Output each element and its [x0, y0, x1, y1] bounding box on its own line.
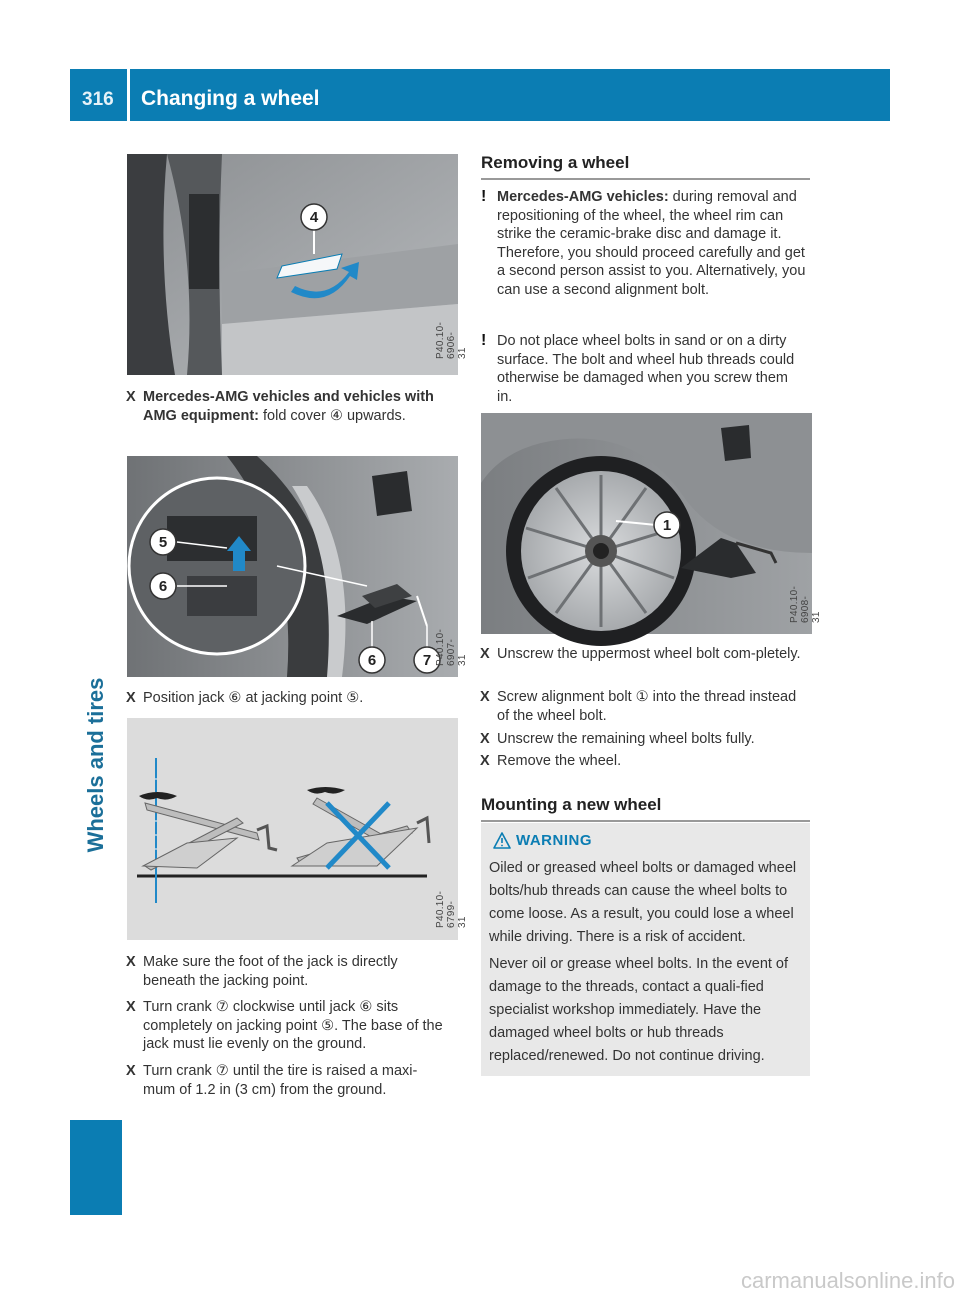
step-remove-wheel: X Remove the wheel.	[480, 753, 622, 769]
note-wheel-bolts: ! Do not place wheel bolts in sand or on a dirty surface. The bolt and wheel hub threads could otherwise be damaged when you screw them in.	[481, 332, 795, 405]
caution-marker: !	[481, 188, 487, 205]
warning-box	[481, 823, 810, 1076]
step-jack-foot: X Make sure the foot of the jack is directly beneath the jacking point.	[126, 954, 398, 989]
step-marker: X	[126, 1063, 136, 1079]
section-heading-mounting: Mounting a new wheel	[481, 795, 662, 814]
step-marker: X	[480, 689, 490, 705]
section-heading-removing: Removing a wheel	[481, 153, 630, 172]
step-marker: X	[126, 389, 136, 405]
warning-triangle-icon	[493, 832, 511, 854]
side-tab-block	[70, 1120, 122, 1215]
section-rule	[481, 178, 810, 180]
callout-5: 5	[158, 534, 168, 551]
section-rule	[481, 820, 810, 822]
step-marker: X	[480, 753, 490, 769]
step-alignment-bolt: X Screw alignment bolt ① into the thread instead of the wheel bolt.	[480, 689, 797, 724]
header-divider	[127, 69, 130, 121]
callout-4: 4	[309, 209, 319, 226]
step-unscrew-remaining: X Unscrew the remaining wheel bolts fully.	[480, 731, 755, 747]
figure-jacking-point	[127, 456, 468, 677]
page-number: 316	[82, 89, 114, 110]
step-unscrew-uppermost: X Unscrew the uppermost wheel bolt com-pletely.	[480, 646, 801, 662]
warning-title: WARNING	[516, 832, 592, 849]
step-marker: X	[480, 646, 490, 662]
figure-code: P40.10-6907-31	[435, 628, 468, 666]
step-marker: X	[126, 954, 136, 970]
step-turn-crank: X Turn crank ⑦ clockwise until jack ⑥ sits completely on jacking point ⑤. The base of the jack must lie evenly on the ground.	[126, 999, 443, 1052]
figure-fold-cover	[127, 154, 468, 375]
page-header	[70, 69, 890, 121]
step-marker: X	[126, 690, 136, 706]
step-marker: X	[480, 731, 490, 747]
page-title: Changing a wheel	[141, 87, 320, 110]
callout-6-jack: 6	[367, 652, 377, 669]
figure-alignment-bolt	[481, 413, 822, 634]
warning-paragraph-2: Never oil or grease wheel bolts. In the event of damage to the threads, contact a quali-fied specialist workshop immediately. Have the damaged wheel bolts or hub threads replaced/renewed. Do not continue driving.	[489, 956, 789, 1064]
footer-watermark: carmanualsonline.info	[740, 1268, 955, 1293]
callout-1: 1	[662, 517, 672, 534]
step-marker: X	[126, 999, 136, 1015]
figure-code: P40.10-6908-31	[789, 585, 822, 623]
figure-code: P40.10-6906-31	[435, 321, 468, 359]
figure-code: P40.10-6799-31	[435, 890, 468, 928]
step-position-jack: X Position jack ⑥ at jacking point ⑤.	[126, 690, 364, 706]
callout-7: 7	[422, 652, 432, 669]
warning-paragraph-1: Oiled or greased wheel bolts or damaged wheel bolts/hub threads can cause the wheel bolts to come loose. As a result, you could lose a wheel while driving. There is a risk of accident.	[489, 860, 797, 945]
step-fold-cover: X Mercedes-AMG vehicles and vehicles with AMG equipment: fold cover ④ upwards.	[126, 389, 434, 424]
figure-jack-alignment	[127, 718, 468, 940]
side-tab-label: Wheels and tires	[83, 677, 108, 853]
note-amg-removal: ! Mercedes-AMG vehicles: during removal and repositioning of the wheel, the wheel rim can strike the ceramic-brake disc and damage it. Therefore, you should proceed carefully and get a second person assist to you. Alternatively, you can use a second alignment bolt.	[481, 188, 806, 298]
caution-marker: !	[481, 332, 487, 349]
step-raise-tire: X Turn crank ⑦ until the tire is raised a maxi-mum of 1.2 in (3 cm) from the ground.	[126, 1063, 418, 1098]
callout-6: 6	[158, 578, 168, 595]
